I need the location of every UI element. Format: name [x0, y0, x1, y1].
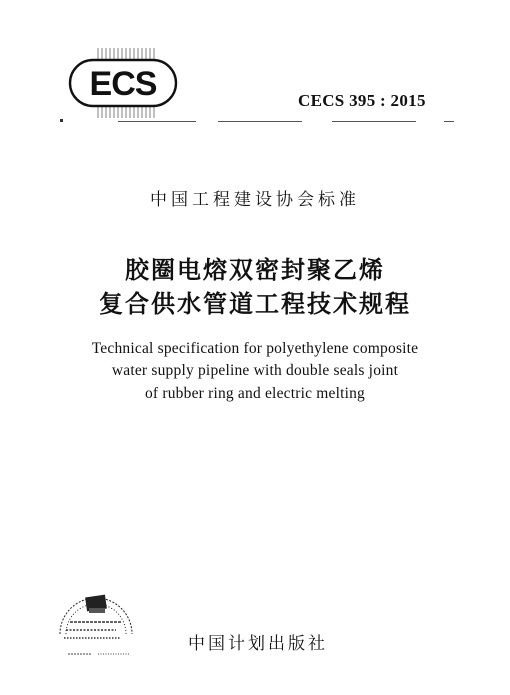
rule-segment: [218, 121, 302, 122]
english-title-line-1: Technical specification for polyethylene composite: [91, 340, 419, 357]
english-title-line-3: of rubber ring and electric melting: [144, 385, 366, 402]
standard-code: CECS 395 : 2015: [298, 91, 426, 110]
rule-dot: [60, 119, 63, 122]
publisher-name: 中国计划出版社: [188, 634, 328, 654]
chinese-title-line-1: 胶圈电熔双密封聚乙烯: [125, 256, 385, 284]
rule-segment: [444, 121, 454, 122]
anti-counterfeit-seal: [46, 582, 146, 660]
english-title-line-2: water supply pipeline with double seals joint: [111, 362, 399, 379]
chinese-title-line-2: 复合供水管道工程技术规程: [99, 290, 411, 318]
ecs-logo-text: ECS: [89, 65, 157, 103]
ecs-logo: [68, 46, 180, 120]
organization-title: 中国工程建设协会标准: [150, 190, 360, 210]
rule-segment: [332, 121, 416, 122]
rule-segment: [118, 121, 196, 122]
